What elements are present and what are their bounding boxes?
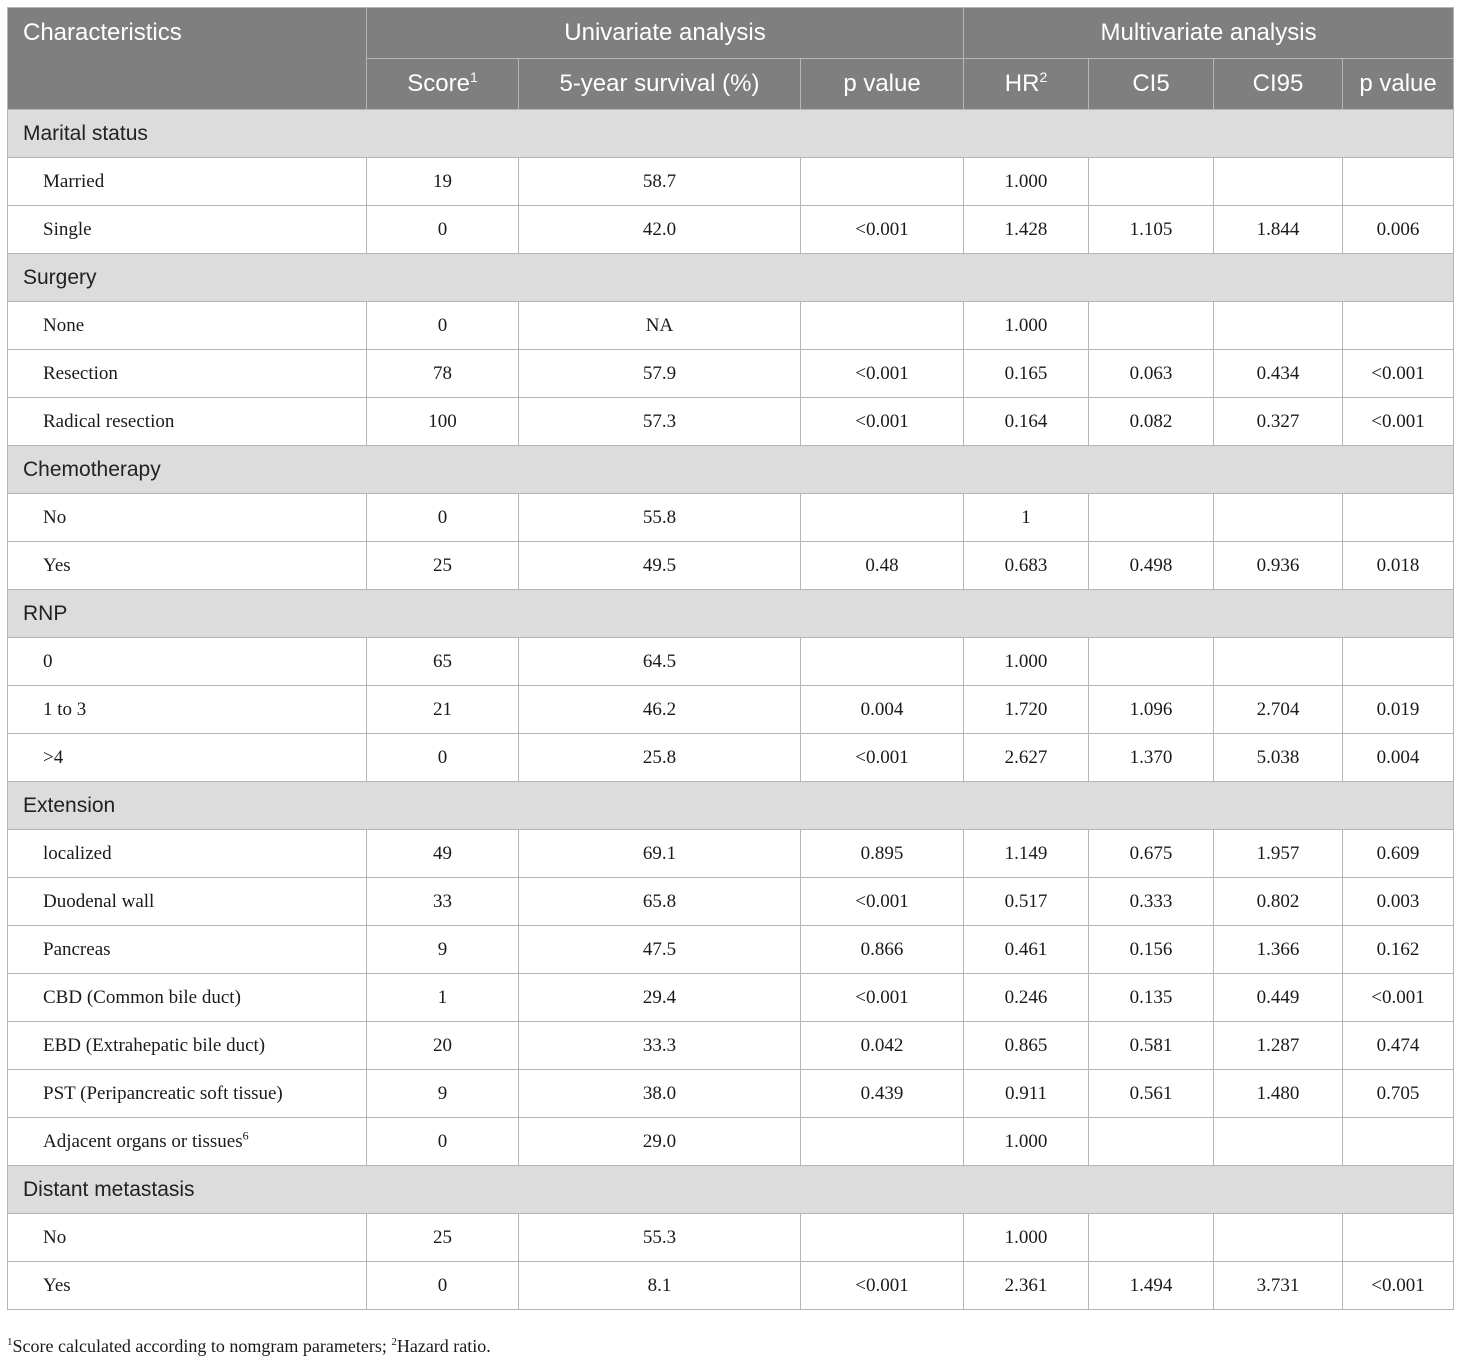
hr-cell: 1.428 — [964, 206, 1089, 254]
table-row — [8, 830, 1454, 878]
score-cell: 0 — [367, 206, 519, 254]
section-row — [8, 1166, 1454, 1214]
table-row — [8, 1118, 1454, 1166]
section-row — [8, 782, 1454, 830]
p-value-univariate-cell: <0.001 — [801, 1262, 964, 1310]
ci5-cell: 0.156 — [1089, 926, 1214, 974]
score-cell: 19 — [367, 158, 519, 206]
section-title: Chemotherapy — [8, 446, 1454, 494]
ci95-cell: 1.957 — [1214, 830, 1343, 878]
hr-cell: 0.164 — [964, 398, 1089, 446]
ci5-cell — [1089, 638, 1214, 686]
p-value-univariate-cell — [801, 494, 964, 542]
ci5-cell: 0.135 — [1089, 974, 1214, 1022]
score-cell: 0 — [367, 734, 519, 782]
section-title: Distant metastasis — [8, 1166, 1454, 1214]
p-value-multivariate-cell: <0.001 — [1343, 398, 1454, 446]
row-label: Yes — [8, 542, 367, 590]
survival-cell: 25.8 — [519, 734, 801, 782]
row-label: EBD (Extrahepatic bile duct) — [8, 1022, 367, 1070]
hr-cell: 0.246 — [964, 974, 1089, 1022]
survival-cell: NA — [519, 302, 801, 350]
ci95-cell: 1.287 — [1214, 1022, 1343, 1070]
header-hr: $HR^2$ — [964, 59, 1089, 110]
p-value-univariate-cell — [801, 1214, 964, 1262]
p-value-multivariate-cell: 0.004 — [1343, 734, 1454, 782]
hr-cell: 0.461 — [964, 926, 1089, 974]
survival-cell: 58.7 — [519, 158, 801, 206]
hr-cell: 0.911 — [964, 1070, 1089, 1118]
ci95-cell — [1214, 1214, 1343, 1262]
p-value-univariate-cell: 0.042 — [801, 1022, 964, 1070]
p-value-univariate-cell: 0.48 — [801, 542, 964, 590]
ci95-cell: 0.449 — [1214, 974, 1343, 1022]
score-cell: 25 — [367, 542, 519, 590]
table-row — [8, 638, 1454, 686]
row-label: Radical resection — [8, 398, 367, 446]
ci95-cell — [1214, 638, 1343, 686]
p-value-multivariate-cell — [1343, 1214, 1454, 1262]
score-cell: 9 — [367, 1070, 519, 1118]
table-row — [8, 542, 1454, 590]
hr-cell: 1.000 — [964, 302, 1089, 350]
score-cell: 0 — [367, 1262, 519, 1310]
ci95-cell — [1214, 158, 1343, 206]
row-label: Yes — [8, 1262, 367, 1310]
header-univariate: Univariate analysis — [367, 8, 964, 59]
survival-analysis-table — [7, 7, 1454, 1310]
section-title: Surgery — [8, 254, 1454, 302]
p-value-univariate-cell: 0.439 — [801, 1070, 964, 1118]
p-value-multivariate-cell — [1343, 158, 1454, 206]
table-row — [8, 974, 1454, 1022]
p-value-univariate-cell — [801, 302, 964, 350]
p-value-univariate-cell — [801, 1118, 964, 1166]
score-cell: 1 — [367, 974, 519, 1022]
hr-cell: 1.000 — [964, 1118, 1089, 1166]
score-cell: 25 — [367, 1214, 519, 1262]
survival-cell: 42.0 — [519, 206, 801, 254]
p-value-multivariate-cell: 0.018 — [1343, 542, 1454, 590]
survival-cell: 46.2 — [519, 686, 801, 734]
table-row — [8, 686, 1454, 734]
score-cell: 20 — [367, 1022, 519, 1070]
survival-cell: 55.8 — [519, 494, 801, 542]
table-row — [8, 878, 1454, 926]
score-cell: 49 — [367, 830, 519, 878]
p-value-univariate-cell: 0.895 — [801, 830, 964, 878]
score-cell: 0 — [367, 494, 519, 542]
p-value-univariate-cell: <0.001 — [801, 350, 964, 398]
ci5-cell: 1.494 — [1089, 1262, 1214, 1310]
score-cell: 0 — [367, 1118, 519, 1166]
ci95-cell: 0.802 — [1214, 878, 1343, 926]
ci95-cell: 0.327 — [1214, 398, 1343, 446]
hr-cell: 1.000 — [964, 638, 1089, 686]
row-label: CBD (Common bile duct) — [8, 974, 367, 1022]
p-value-multivariate-cell: 0.474 — [1343, 1022, 1454, 1070]
p-value-multivariate-cell: 0.609 — [1343, 830, 1454, 878]
hr-cell: 1.720 — [964, 686, 1089, 734]
row-label: Adjacent organs or tissues$^6$ — [8, 1118, 367, 1166]
ci5-cell: 1.105 — [1089, 206, 1214, 254]
score-cell: 21 — [367, 686, 519, 734]
p-value-multivariate-cell — [1343, 1118, 1454, 1166]
survival-cell: 38.0 — [519, 1070, 801, 1118]
ci5-cell: 1.370 — [1089, 734, 1214, 782]
hr-cell: 0.165 — [964, 350, 1089, 398]
survival-cell: 33.3 — [519, 1022, 801, 1070]
row-label: No — [8, 1214, 367, 1262]
survival-cell: 49.5 — [519, 542, 801, 590]
header-p-value-multivariate: p value — [1343, 59, 1454, 110]
ci95-cell: 5.038 — [1214, 734, 1343, 782]
score-cell: 65 — [367, 638, 519, 686]
section-row — [8, 254, 1454, 302]
p-value-univariate-cell: <0.001 — [801, 878, 964, 926]
p-value-multivariate-cell — [1343, 638, 1454, 686]
ci5-cell — [1089, 158, 1214, 206]
header-score: Score$^1$ — [367, 59, 519, 110]
hr-cell: 0.517 — [964, 878, 1089, 926]
ci5-cell: 0.333 — [1089, 878, 1214, 926]
ci5-cell — [1089, 1118, 1214, 1166]
row-label: Duodenal wall — [8, 878, 367, 926]
ci95-cell — [1214, 494, 1343, 542]
header-ci5: CI5 — [1089, 59, 1214, 110]
score-cell: 100 — [367, 398, 519, 446]
header-p-value-univariate: p value — [801, 59, 964, 110]
hr-cell: 1.000 — [964, 1214, 1089, 1262]
p-value-multivariate-cell — [1343, 494, 1454, 542]
p-value-univariate-cell: <0.001 — [801, 398, 964, 446]
p-value-univariate-cell: 0.866 — [801, 926, 964, 974]
header-survival: 5-year survival (%) — [519, 59, 801, 110]
hr-cell: 1.000 — [964, 158, 1089, 206]
row-label: Pancreas — [8, 926, 367, 974]
survival-cell: 8.1 — [519, 1262, 801, 1310]
p-value-multivariate-cell: 0.006 — [1343, 206, 1454, 254]
table-row — [8, 1022, 1454, 1070]
section-row — [8, 446, 1454, 494]
row-label: PST (Peripancreatic soft tissue) — [8, 1070, 367, 1118]
section-title: Extension — [8, 782, 1454, 830]
survival-cell: 65.8 — [519, 878, 801, 926]
section-row — [8, 110, 1454, 158]
survival-cell: 57.3 — [519, 398, 801, 446]
hr-cell: 1 — [964, 494, 1089, 542]
survival-cell: 29.0 — [519, 1118, 801, 1166]
p-value-multivariate-cell: <0.001 — [1343, 1262, 1454, 1310]
table-row — [8, 494, 1454, 542]
hr-cell: 2.361 — [964, 1262, 1089, 1310]
hr-cell: 0.865 — [964, 1022, 1089, 1070]
survival-cell: 57.9 — [519, 350, 801, 398]
ci5-cell: 0.063 — [1089, 350, 1214, 398]
section-title: Marital status — [8, 110, 1454, 158]
ci5-cell — [1089, 494, 1214, 542]
ci95-cell: 1.480 — [1214, 1070, 1343, 1118]
header-ci95: CI95 — [1214, 59, 1343, 110]
survival-cell: 29.4 — [519, 974, 801, 1022]
ci95-cell: 3.731 — [1214, 1262, 1343, 1310]
ci5-cell — [1089, 1214, 1214, 1262]
ci95-cell: 0.434 — [1214, 350, 1343, 398]
table-row — [8, 302, 1454, 350]
row-label: >4 — [8, 734, 367, 782]
p-value-multivariate-cell: 0.705 — [1343, 1070, 1454, 1118]
p-value-univariate-cell: <0.001 — [801, 206, 964, 254]
p-value-multivariate-cell: <0.001 — [1343, 350, 1454, 398]
table-row — [8, 1214, 1454, 1262]
p-value-univariate-cell — [801, 158, 964, 206]
table-body — [8, 110, 1454, 1310]
ci95-cell: 1.844 — [1214, 206, 1343, 254]
survival-cell: 55.3 — [519, 1214, 801, 1262]
row-label: Resection — [8, 350, 367, 398]
table-row — [8, 158, 1454, 206]
table-row — [8, 926, 1454, 974]
row-label: 1 to 3 — [8, 686, 367, 734]
p-value-multivariate-cell — [1343, 302, 1454, 350]
p-value-multivariate-cell: <0.001 — [1343, 974, 1454, 1022]
p-value-univariate-cell: 0.004 — [801, 686, 964, 734]
header-multivariate: Multivariate analysis — [964, 8, 1454, 59]
ci95-cell: 0.936 — [1214, 542, 1343, 590]
p-value-multivariate-cell: 0.003 — [1343, 878, 1454, 926]
table-row — [8, 1070, 1454, 1118]
p-value-univariate-cell — [801, 638, 964, 686]
survival-cell: 69.1 — [519, 830, 801, 878]
section-title: RNP — [8, 590, 1454, 638]
p-value-univariate-cell: <0.001 — [801, 734, 964, 782]
table-header — [8, 8, 1454, 110]
ci5-cell: 0.498 — [1089, 542, 1214, 590]
hr-cell: 0.683 — [964, 542, 1089, 590]
ci95-cell — [1214, 1118, 1343, 1166]
survival-cell: 47.5 — [519, 926, 801, 974]
p-value-univariate-cell: <0.001 — [801, 974, 964, 1022]
table-row — [8, 398, 1454, 446]
ci95-cell: 1.366 — [1214, 926, 1343, 974]
hr-cell: 2.627 — [964, 734, 1089, 782]
row-label: None — [8, 302, 367, 350]
score-cell: 78 — [367, 350, 519, 398]
table-row — [8, 350, 1454, 398]
hr-cell: 1.149 — [964, 830, 1089, 878]
row-label: Married — [8, 158, 367, 206]
p-value-multivariate-cell: 0.019 — [1343, 686, 1454, 734]
p-value-multivariate-cell: 0.162 — [1343, 926, 1454, 974]
table-row — [8, 206, 1454, 254]
score-cell: 0 — [367, 302, 519, 350]
ci95-cell: 2.704 — [1214, 686, 1343, 734]
ci5-cell: 0.675 — [1089, 830, 1214, 878]
row-label: No — [8, 494, 367, 542]
footnote: $^1$Score calculated according to nomgram parameters; $^2$Hazard ratio. — [7, 1336, 491, 1356]
ci5-cell: 0.561 — [1089, 1070, 1214, 1118]
survival-cell: 64.5 — [519, 638, 801, 686]
section-row — [8, 590, 1454, 638]
row-label: Single — [8, 206, 367, 254]
row-label: 0 — [8, 638, 367, 686]
table-row — [8, 734, 1454, 782]
ci5-cell — [1089, 302, 1214, 350]
score-cell: 9 — [367, 926, 519, 974]
table-row — [8, 1262, 1454, 1310]
ci5-cell: 0.082 — [1089, 398, 1214, 446]
ci95-cell — [1214, 302, 1343, 350]
header-characteristics: Characteristics — [8, 8, 367, 110]
row-label: localized — [8, 830, 367, 878]
score-cell: 33 — [367, 878, 519, 926]
ci5-cell: 0.581 — [1089, 1022, 1214, 1070]
ci5-cell: 1.096 — [1089, 686, 1214, 734]
